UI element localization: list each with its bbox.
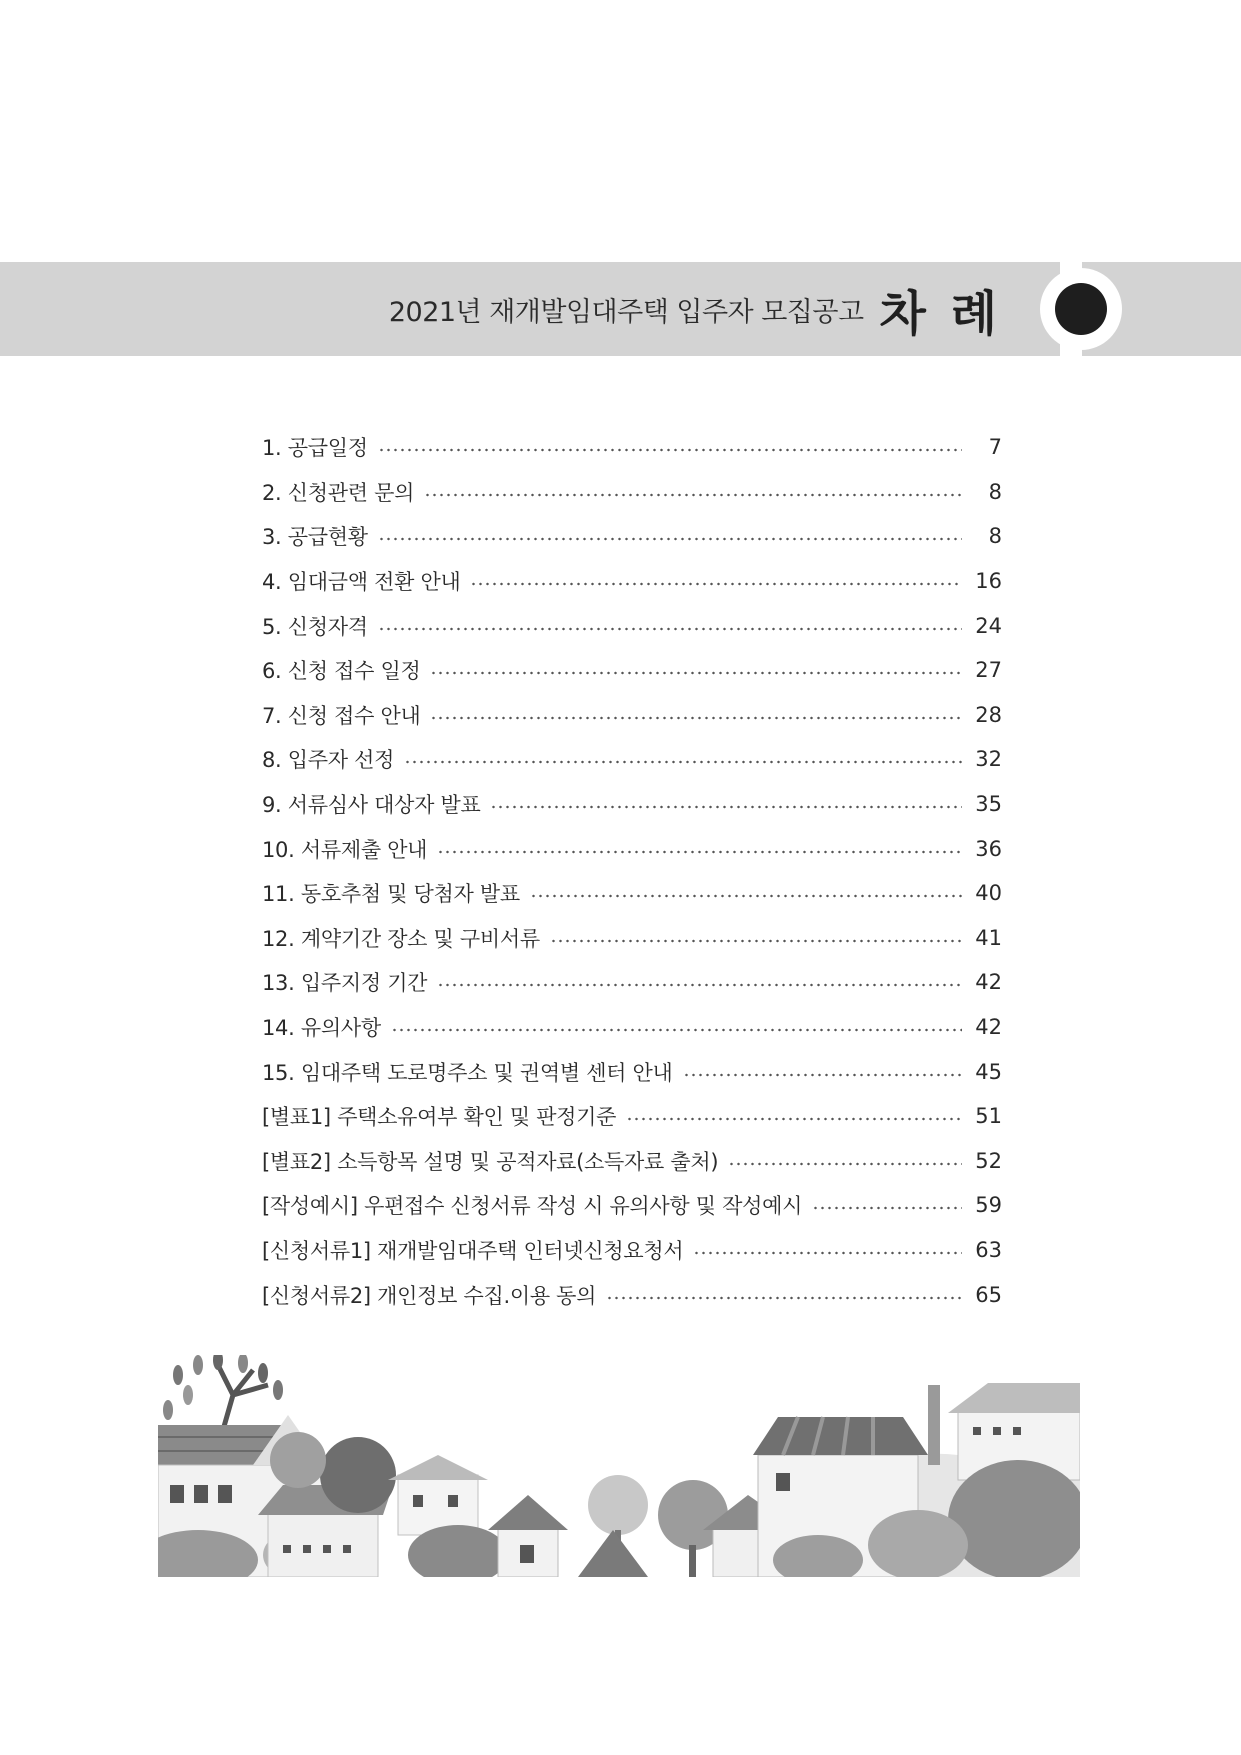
toc-item[interactable] [262, 737, 1002, 782]
toc-item[interactable] [262, 603, 1002, 648]
toc-item[interactable] [262, 1094, 1002, 1139]
toc-leader-dots [424, 493, 962, 497]
toc-item-page: 24 [975, 613, 1002, 638]
toc-item-title: 2. 신청관련 문의 [262, 480, 415, 505]
toc-item-page: 8 [988, 479, 1002, 504]
toc-item-page: 59 [975, 1193, 1002, 1218]
toc-item[interactable] [262, 425, 1002, 470]
toc-item-page: 65 [975, 1282, 1002, 1307]
toc-leader-dots [437, 850, 962, 854]
toc-item-title: 1. 공급일정 [262, 436, 368, 461]
table-of-contents [262, 425, 1002, 1317]
toc-item-page: 16 [975, 569, 1002, 594]
toc-item-title: 12. 계약기간 장소 및 구비서류 [262, 926, 540, 951]
toc-item[interactable] [262, 871, 1002, 916]
toc-leader-dots [437, 983, 962, 987]
toc-item-page: 42 [975, 1015, 1002, 1040]
toc-item-page: 42 [975, 970, 1002, 995]
toc-item-title: 13. 입주지정 기간 [262, 971, 428, 996]
page-header [389, 262, 1001, 356]
toc-leader-dots [490, 805, 962, 809]
village-illustration [158, 1355, 1080, 1577]
toc-item[interactable] [262, 782, 1002, 827]
toc-item-title: 14. 유의사항 [262, 1016, 381, 1041]
toc-item-title: 15. 임대주택 도로명주소 및 권역별 센터 안내 [262, 1060, 673, 1085]
toc-item[interactable] [262, 1049, 1002, 1094]
toc-item-page: 45 [975, 1059, 1002, 1084]
toc-item-title: 7. 신청 접수 안내 [262, 703, 421, 728]
toc-item-title: 11. 동호추첨 및 당첨자 발표 [262, 882, 520, 907]
toc-item-page: 32 [975, 747, 1002, 772]
bullet-dot-icon [1055, 283, 1107, 335]
toc-leader-dots [391, 1028, 962, 1032]
toc-item-title: 3. 공급현황 [262, 525, 368, 550]
toc-item[interactable] [262, 470, 1002, 515]
toc-leader-dots [378, 627, 962, 631]
toc-leader-dots [606, 1296, 962, 1300]
toc-item-page: 28 [975, 702, 1002, 727]
toc-item-page: 52 [975, 1148, 1002, 1173]
toc-item-title: [별표2] 소득항목 설명 및 공적자료(소득자료 출처) [262, 1149, 719, 1174]
toc-item-title: 4. 임대금액 전환 안내 [262, 570, 461, 595]
toc-leader-dots [430, 716, 962, 720]
toc-leader-dots [693, 1251, 962, 1255]
toc-item[interactable] [262, 648, 1002, 693]
header-subtitle: 2021년 재개발임대주택 입주자 모집공고 [388, 296, 864, 328]
toc-item-page: 41 [975, 925, 1002, 950]
toc-item-page: 36 [975, 836, 1002, 861]
toc-leader-dots [470, 582, 962, 586]
toc-item[interactable] [262, 1272, 1002, 1317]
toc-item[interactable] [262, 960, 1002, 1005]
toc-item-page: 40 [975, 881, 1002, 906]
toc-item-page: 7 [988, 435, 1002, 460]
toc-item-title: [별표1] 주택소유여부 확인 및 판정기준 [262, 1105, 617, 1130]
toc-item-title: 9. 서류심사 대상자 발표 [262, 793, 481, 818]
toc-leader-dots [728, 1162, 962, 1166]
page-title: 차 례 [879, 285, 1001, 342]
toc-item-page: 51 [975, 1104, 1002, 1129]
toc-item-title: [작성예시] 우편접수 신청서류 작성 시 유의사항 및 작성예시 [262, 1194, 803, 1219]
toc-item[interactable] [262, 826, 1002, 871]
toc-leader-dots [530, 894, 962, 898]
toc-item[interactable] [262, 916, 1002, 961]
toc-leader-dots [550, 939, 962, 943]
toc-item-page: 8 [988, 524, 1002, 549]
toc-leader-dots [626, 1117, 962, 1121]
toc-item-title: 8. 입주자 선정 [262, 748, 395, 773]
toc-item-title: 6. 신청 접수 일정 [262, 659, 421, 684]
toc-leader-dots [683, 1073, 962, 1077]
toc-item-page: 63 [975, 1237, 1002, 1262]
toc-item[interactable] [262, 1183, 1002, 1228]
toc-leader-dots [378, 537, 962, 541]
toc-leader-dots [378, 448, 962, 452]
toc-item-page: 27 [975, 658, 1002, 683]
toc-leader-dots [404, 760, 962, 764]
toc-leader-dots [812, 1206, 962, 1210]
toc-item[interactable] [262, 559, 1002, 604]
toc-item[interactable] [262, 1005, 1002, 1050]
toc-item-title: 10. 서류제출 안내 [262, 837, 428, 862]
toc-item[interactable] [262, 693, 1002, 738]
toc-item-title: [신청서류1] 재개발임대주택 인터넷신청요청서 [262, 1238, 684, 1263]
toc-item[interactable] [262, 514, 1002, 559]
toc-leader-dots [430, 671, 962, 675]
toc-item-title: [신청서류2] 개인정보 수집.이용 동의 [262, 1283, 597, 1308]
toc-item[interactable] [262, 1139, 1002, 1184]
toc-item-title: 5. 신청자격 [262, 614, 368, 639]
toc-item[interactable] [262, 1228, 1002, 1273]
toc-item-page: 35 [975, 792, 1002, 817]
